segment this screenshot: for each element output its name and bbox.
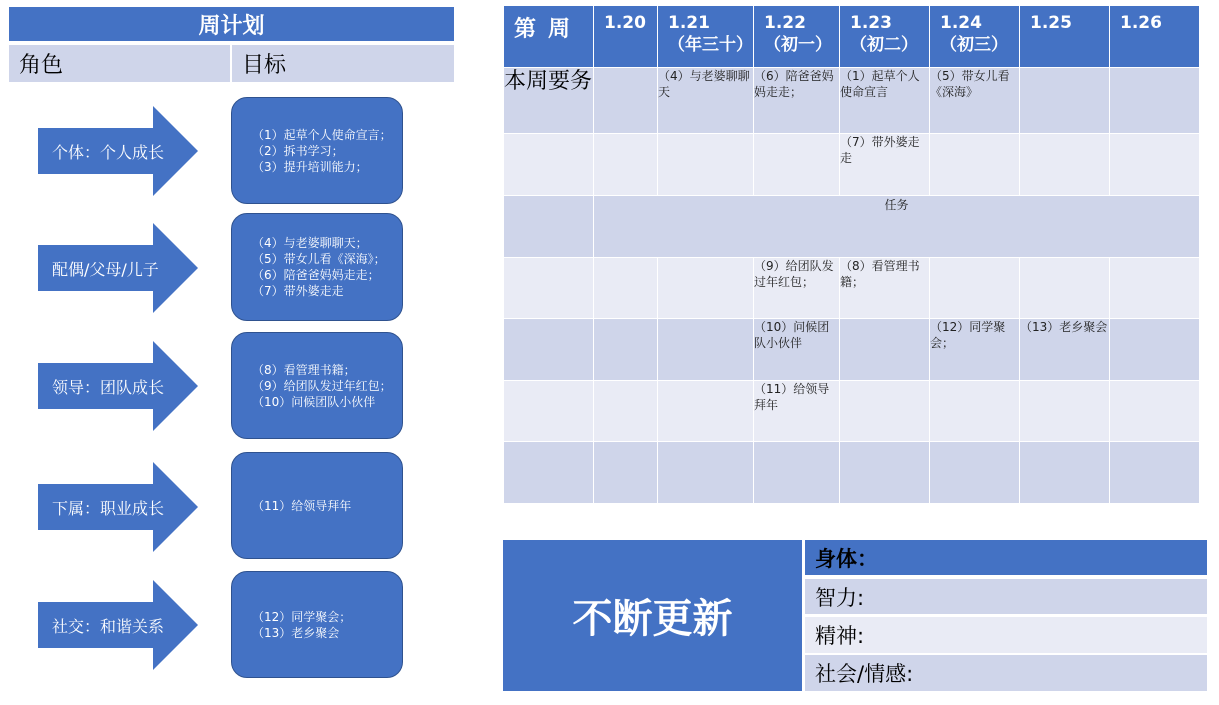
plan-title: 周计划 [9,7,454,41]
task-cell[interactable] [594,258,658,319]
task-cell[interactable] [594,68,658,134]
task-cell[interactable] [1020,68,1110,134]
goal-item: （12）同学聚会； [252,609,352,624]
task-cell[interactable] [658,381,754,442]
table-row [504,319,1200,381]
day-header [840,6,930,68]
table-row [504,134,1200,196]
task-cell[interactable] [594,442,658,504]
day-header [658,6,754,68]
task-cell[interactable] [658,442,754,504]
role-arrow-individual [38,106,198,196]
goal-item: （1）起草个人使命宣言； [252,127,392,142]
task-cell[interactable]: （10）问候团队小伙伴 [754,319,840,381]
renewal-item-mental[interactable]: 智力: [805,579,1207,614]
calendar-header-row [504,6,1200,68]
task-cell[interactable] [658,319,754,381]
day-note: （年三十） [668,35,753,55]
table-row [504,258,1200,319]
task-cell[interactable] [1110,134,1200,196]
task-cell[interactable]: （9）给团队发过年红包； [754,258,840,319]
task-cell[interactable] [594,381,658,442]
day-date: 1.20 [604,13,646,33]
task-cell[interactable] [658,134,754,196]
goal-item: （7）带外婆走走 [252,284,344,298]
task-cell[interactable] [930,134,1020,196]
goal-item: （10）问候团队小伙伴 [252,394,376,409]
task-cell[interactable] [1020,381,1110,442]
goal-item: （3）提升培训能力； [252,159,368,174]
day-header [1110,6,1200,68]
merged-task-cell[interactable]: 任务 [594,196,1200,258]
day-header [1020,6,1110,68]
goal-item: （13）老乡聚会 [252,625,340,640]
task-cell[interactable] [1110,442,1200,504]
task-cell[interactable]: （1）起草个人使命宣言 [840,68,930,134]
goal-box-leader [231,332,403,439]
task-cell[interactable] [1110,68,1200,134]
day-date: 1.24 [940,13,982,33]
row-label-cell [504,134,594,196]
day-header [754,6,840,68]
goal-item: （5）带女儿看《深海》； [252,252,386,266]
renewal-title: 不断更新 [503,540,802,691]
task-cell[interactable]: （7）带外婆走走 [840,134,930,196]
renewal-item-social-emotional[interactable]: 社会/情感: [805,655,1207,691]
day-header [594,6,658,68]
day-date: 1.21 [668,13,710,33]
table-row [504,381,1200,442]
goal-item: （2）拆书学习； [252,143,344,158]
goal-box-subordinate [231,452,403,559]
task-cell[interactable] [594,319,658,381]
table-row [504,68,1200,134]
task-cell[interactable] [840,319,930,381]
task-cell[interactable]: （11）给领导拜年 [754,381,840,442]
day-date: 1.23 [850,13,892,33]
day-note: （初二） [850,35,918,55]
role-column-header: 角色 [9,45,230,82]
row-label-cell [504,319,594,381]
renewal-item-spiritual[interactable]: 精神: [805,617,1207,653]
task-cell[interactable] [1110,319,1200,381]
day-date: 1.26 [1120,13,1162,33]
role-arrow-subordinate [38,462,198,552]
role-label: 领导：团队成长 [52,377,165,397]
goal-box-family [231,213,403,321]
renewal-item-physical[interactable]: 身体： [805,540,1207,575]
goal-item: （11）给领导拜年 [252,498,352,513]
day-date: 1.25 [1030,13,1072,33]
task-cell[interactable] [1110,258,1200,319]
task-cell[interactable] [930,258,1020,319]
role-arrow-family [38,223,198,313]
task-cell[interactable] [840,442,930,504]
task-cell[interactable]: （13）老乡聚会 [1020,319,1110,381]
task-cell[interactable] [594,134,658,196]
row-label-cell [504,442,594,504]
day-note: （初三） [940,35,1008,55]
row-label-cell [504,381,594,442]
task-cell[interactable]: （12）同学聚会； [930,319,1020,381]
week-header: 第周 [504,6,594,68]
task-cell[interactable]: （4）与老婆聊聊天 [658,68,754,134]
goal-box-social [231,571,403,678]
row-label-cell [504,258,594,319]
goal-box-individual [231,97,403,204]
day-date: 1.22 [764,13,806,33]
task-cell[interactable] [658,258,754,319]
task-cell[interactable]: （6）陪爸爸妈妈走走； [754,68,840,134]
task-cell[interactable] [930,442,1020,504]
task-cell[interactable] [930,381,1020,442]
task-cell[interactable] [754,134,840,196]
task-cell[interactable]: （5）带女儿看《深海》 [930,68,1020,134]
role-label: 配偶/父母/儿子 [52,259,159,279]
goal-item: （8）看管理书籍； [252,362,356,377]
goal-item: （9）给团队发过年红包； [252,378,392,393]
role-arrow-social [38,580,198,670]
role-label: 下属：职业成长 [52,498,165,518]
task-cell[interactable] [754,442,840,504]
role-arrow-leader [38,341,198,431]
task-cell[interactable]: （8）看管理书籍； [840,258,930,319]
day-header [930,6,1020,68]
goal-column-header: 目标 [232,45,454,82]
goal-item: （6）陪爸爸妈妈走走； [252,268,380,282]
table-row [504,196,1200,258]
task-cell[interactable] [1020,442,1110,504]
task-cell[interactable] [840,381,930,442]
task-cell[interactable] [1020,258,1110,319]
goal-item: （4）与老婆聊聊天； [252,236,368,250]
day-note: （初一） [764,35,832,55]
role-label: 个体：个人成长 [52,142,165,162]
weekly-calendar-table [503,5,1200,504]
table-row [504,442,1200,504]
role-label: 社交：和谐关系 [52,616,165,636]
row-label-weekly-priorities: 本周要务 [504,68,594,134]
row-label-cell [504,196,594,258]
task-cell[interactable] [1020,134,1110,196]
task-cell[interactable] [1110,381,1200,442]
